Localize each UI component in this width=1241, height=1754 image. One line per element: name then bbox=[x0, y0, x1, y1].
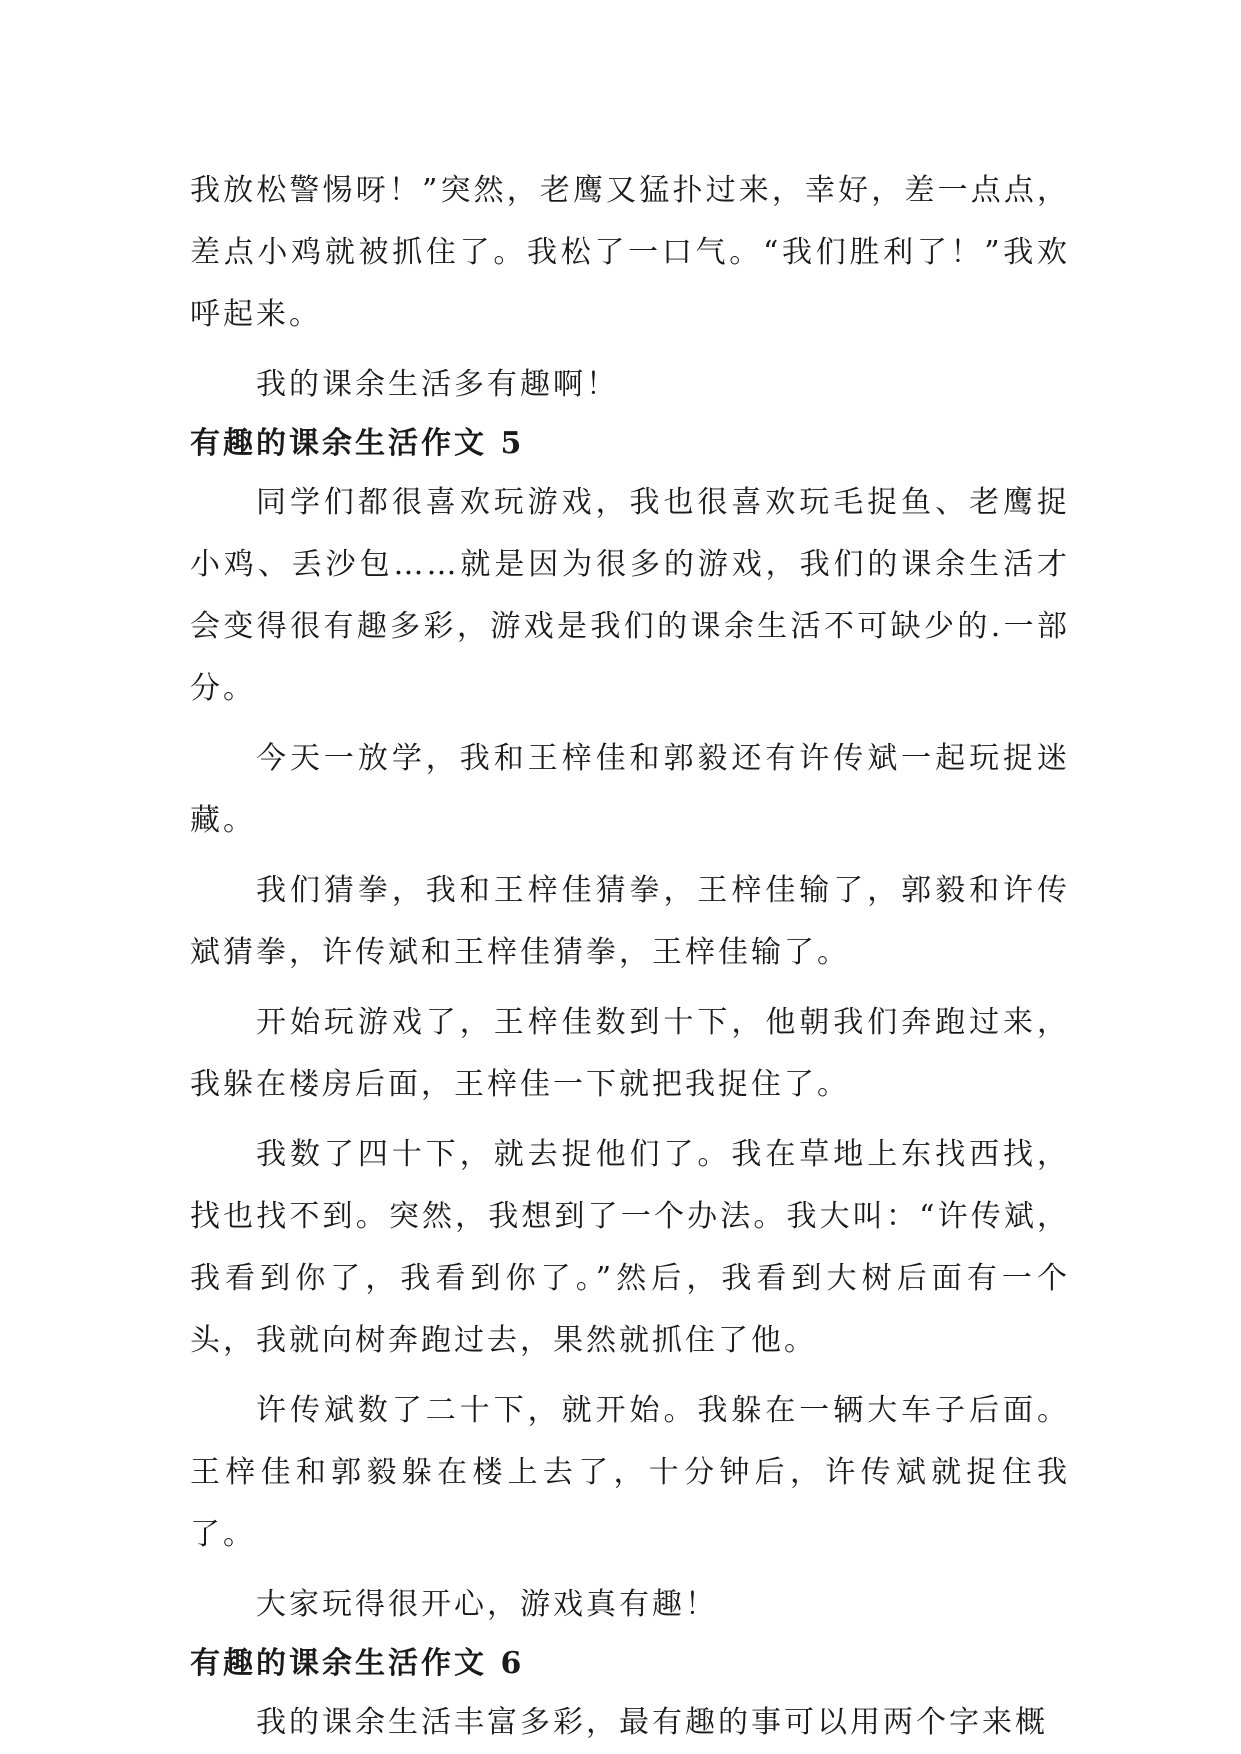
paragraph-game-start: 开始玩游戏了，王梓佳数到十下，他朝我们奔跑过来，我躲在楼房后面，王梓佳一下就把我捉住了。 bbox=[190, 1005, 1070, 1102]
paragraph-rock-paper-scissors: 我们猜拳，我和王梓佳猜拳，王梓佳输了，郭毅和许传斌猜拳，许传斌和王梓佳猜拳，王梓佳输了。 bbox=[190, 873, 1070, 970]
paragraph-essay6-start: 我的课余生活丰富多彩，最有趣的事可以用两个字来概 bbox=[256, 1705, 1048, 1740]
paragraph-hiding: 许传斌数了二十下，就开始。我躲在一辆大车子后面。王梓佳和郭毅躲在楼上去了，十分钟后，许传斌就捉住我了。 bbox=[190, 1393, 1070, 1552]
essay-title-5: 有趣的课余生活作文 5 bbox=[190, 426, 525, 461]
paragraph-intro: 同学们都很喜欢玩游戏，我也很喜欢玩毛捉鱼、老鹰捉小鸡、丢沙包……就是因为很多的游戏，我们的课余生活才会变得很有趣多彩，游戏是我们的课余生活不可缺少的.一部分。 bbox=[190, 485, 1070, 706]
document-page bbox=[190, 160, 1070, 1754]
essay-title-6: 有趣的课余生活作文 6 bbox=[190, 1646, 525, 1681]
paragraph-conclusion: 我的课余生活多有趣啊！ bbox=[256, 367, 619, 402]
paragraph-ending: 大家玩得很开心，游戏真有趣！ bbox=[256, 1587, 718, 1622]
paragraph-seeking: 我数了四十下，就去捉他们了。我在草地上东找西找，找也找不到。突然，我想到了一个办法。我大叫：“许传斌，我看到你了，我看到你了。”然后，我看到大树后面有一个头，我就向树奔跑过去，果然就抓住了他。 bbox=[190, 1137, 1070, 1358]
paragraph-continuation: 我放松警惕呀！”突然，老鹰又猛扑过来，幸好，差一点点，差点小鸡就被抓住了。我松了一口气。“我们胜利了！”我欢呼起来。 bbox=[190, 173, 1070, 332]
paragraph-after-school: 今天一放学，我和王梓佳和郭毅还有许传斌一起玩捉迷藏。 bbox=[190, 741, 1070, 838]
